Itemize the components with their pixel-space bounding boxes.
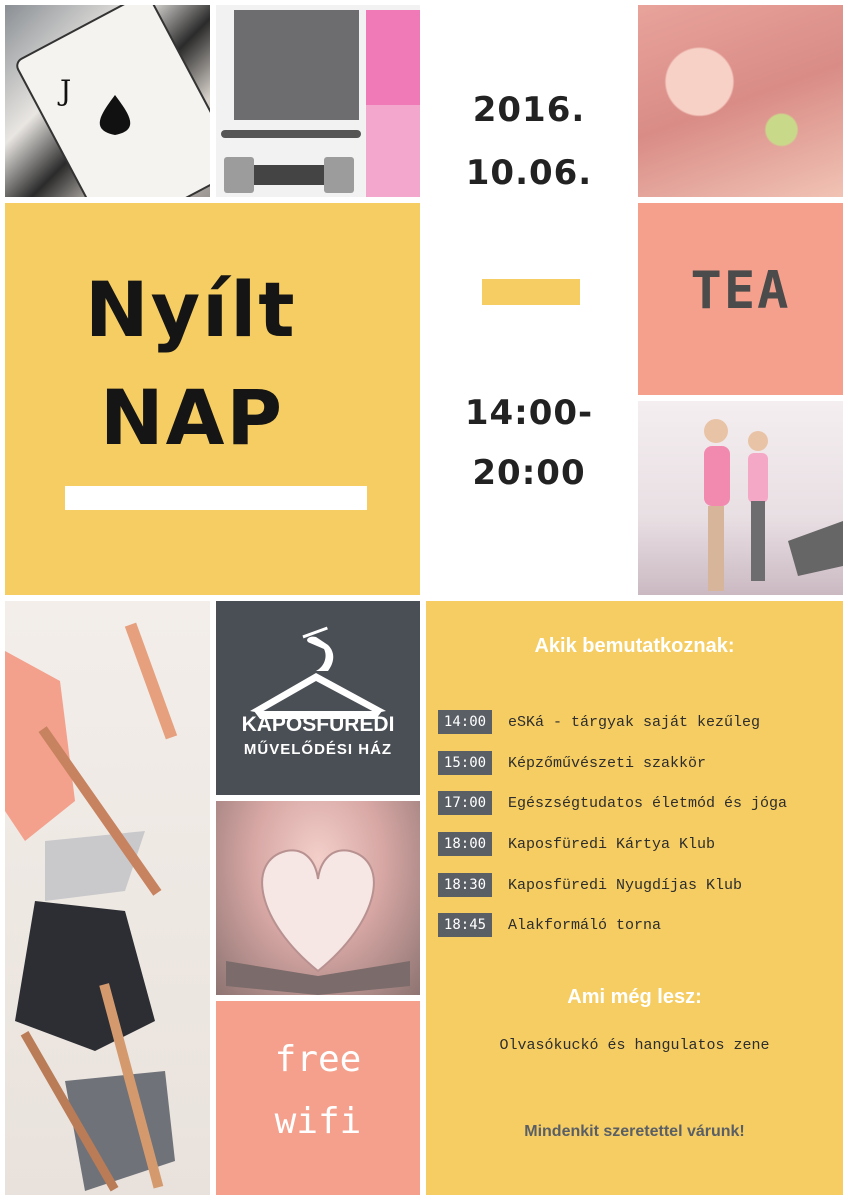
schedule-name: Képzőművészeti szakkör	[508, 754, 707, 772]
book-heart-photo	[216, 801, 420, 995]
title-underline	[65, 486, 367, 510]
schedule-row	[438, 709, 760, 735]
tea-label: TEA	[690, 261, 791, 321]
time-panel	[426, 203, 632, 595]
wifi-panel	[216, 1001, 420, 1195]
date-panel	[426, 5, 632, 197]
logo-panel	[216, 601, 420, 795]
schedule-row	[438, 831, 715, 857]
date-year: 2016.	[472, 90, 586, 130]
extras-heading: Ami még lesz:	[567, 986, 702, 1008]
svg-text:J: J	[60, 74, 72, 107]
program-panel	[426, 601, 843, 1195]
time-start: 14:00-	[464, 393, 594, 433]
title-panel	[5, 203, 420, 595]
schedule-time: 14:00	[438, 710, 492, 734]
time-end: 20:00	[472, 453, 586, 493]
schedule-time: 18:30	[438, 873, 492, 897]
divider-bar	[482, 279, 580, 305]
schedule-name: Alakformáló torna	[508, 916, 662, 934]
playing-card-jack-icon	[5, 5, 210, 197]
schedule-name: Kaposfüredi Nyugdíjas Klub	[508, 876, 743, 894]
wifi-line2: wifi	[274, 1101, 362, 1142]
schedule-name: Kaposfüredi Kártya Klub	[508, 835, 716, 853]
logo-subtitle: MŰVELŐDÉSI HÁZ	[243, 741, 393, 758]
schedule-time: 15:00	[438, 751, 492, 775]
schedule-row	[438, 912, 661, 938]
schedule-time: 17:00	[438, 791, 492, 815]
fitness-gear-photo	[216, 5, 420, 197]
tea-panel	[638, 203, 843, 395]
extras-text: Olvasókuckó és hangulatos zene	[499, 1037, 770, 1054]
schedule-time: 18:00	[438, 832, 492, 856]
title-line1: Nyílt	[85, 265, 297, 354]
yoga-photo	[638, 401, 843, 595]
logo-name: KAPOSFÜREDI	[241, 713, 395, 736]
schedule-time: 18:45	[438, 913, 492, 937]
wifi-line1: free	[274, 1039, 362, 1080]
schedule-row	[438, 750, 706, 776]
presenters-heading: Akik bemutatkoznak:	[534, 635, 735, 657]
title-line2: NAP	[100, 373, 285, 462]
closing-message: Mindenkit szeretettel várunk!	[524, 1123, 745, 1140]
date-monthday: 10.06.	[465, 153, 593, 193]
schedule-name: Egészségtudatos életmód és jóga	[508, 794, 788, 812]
schedule-row	[438, 872, 742, 898]
floral-fabric-photo	[638, 5, 843, 197]
playing-cards-photo	[5, 5, 210, 197]
heron-house-logo-icon	[216, 601, 420, 795]
schedule-name: eSKá - tárgyak saját kezűleg	[508, 713, 761, 731]
paint-brushes-photo	[5, 601, 210, 1195]
schedule-row	[438, 790, 787, 816]
